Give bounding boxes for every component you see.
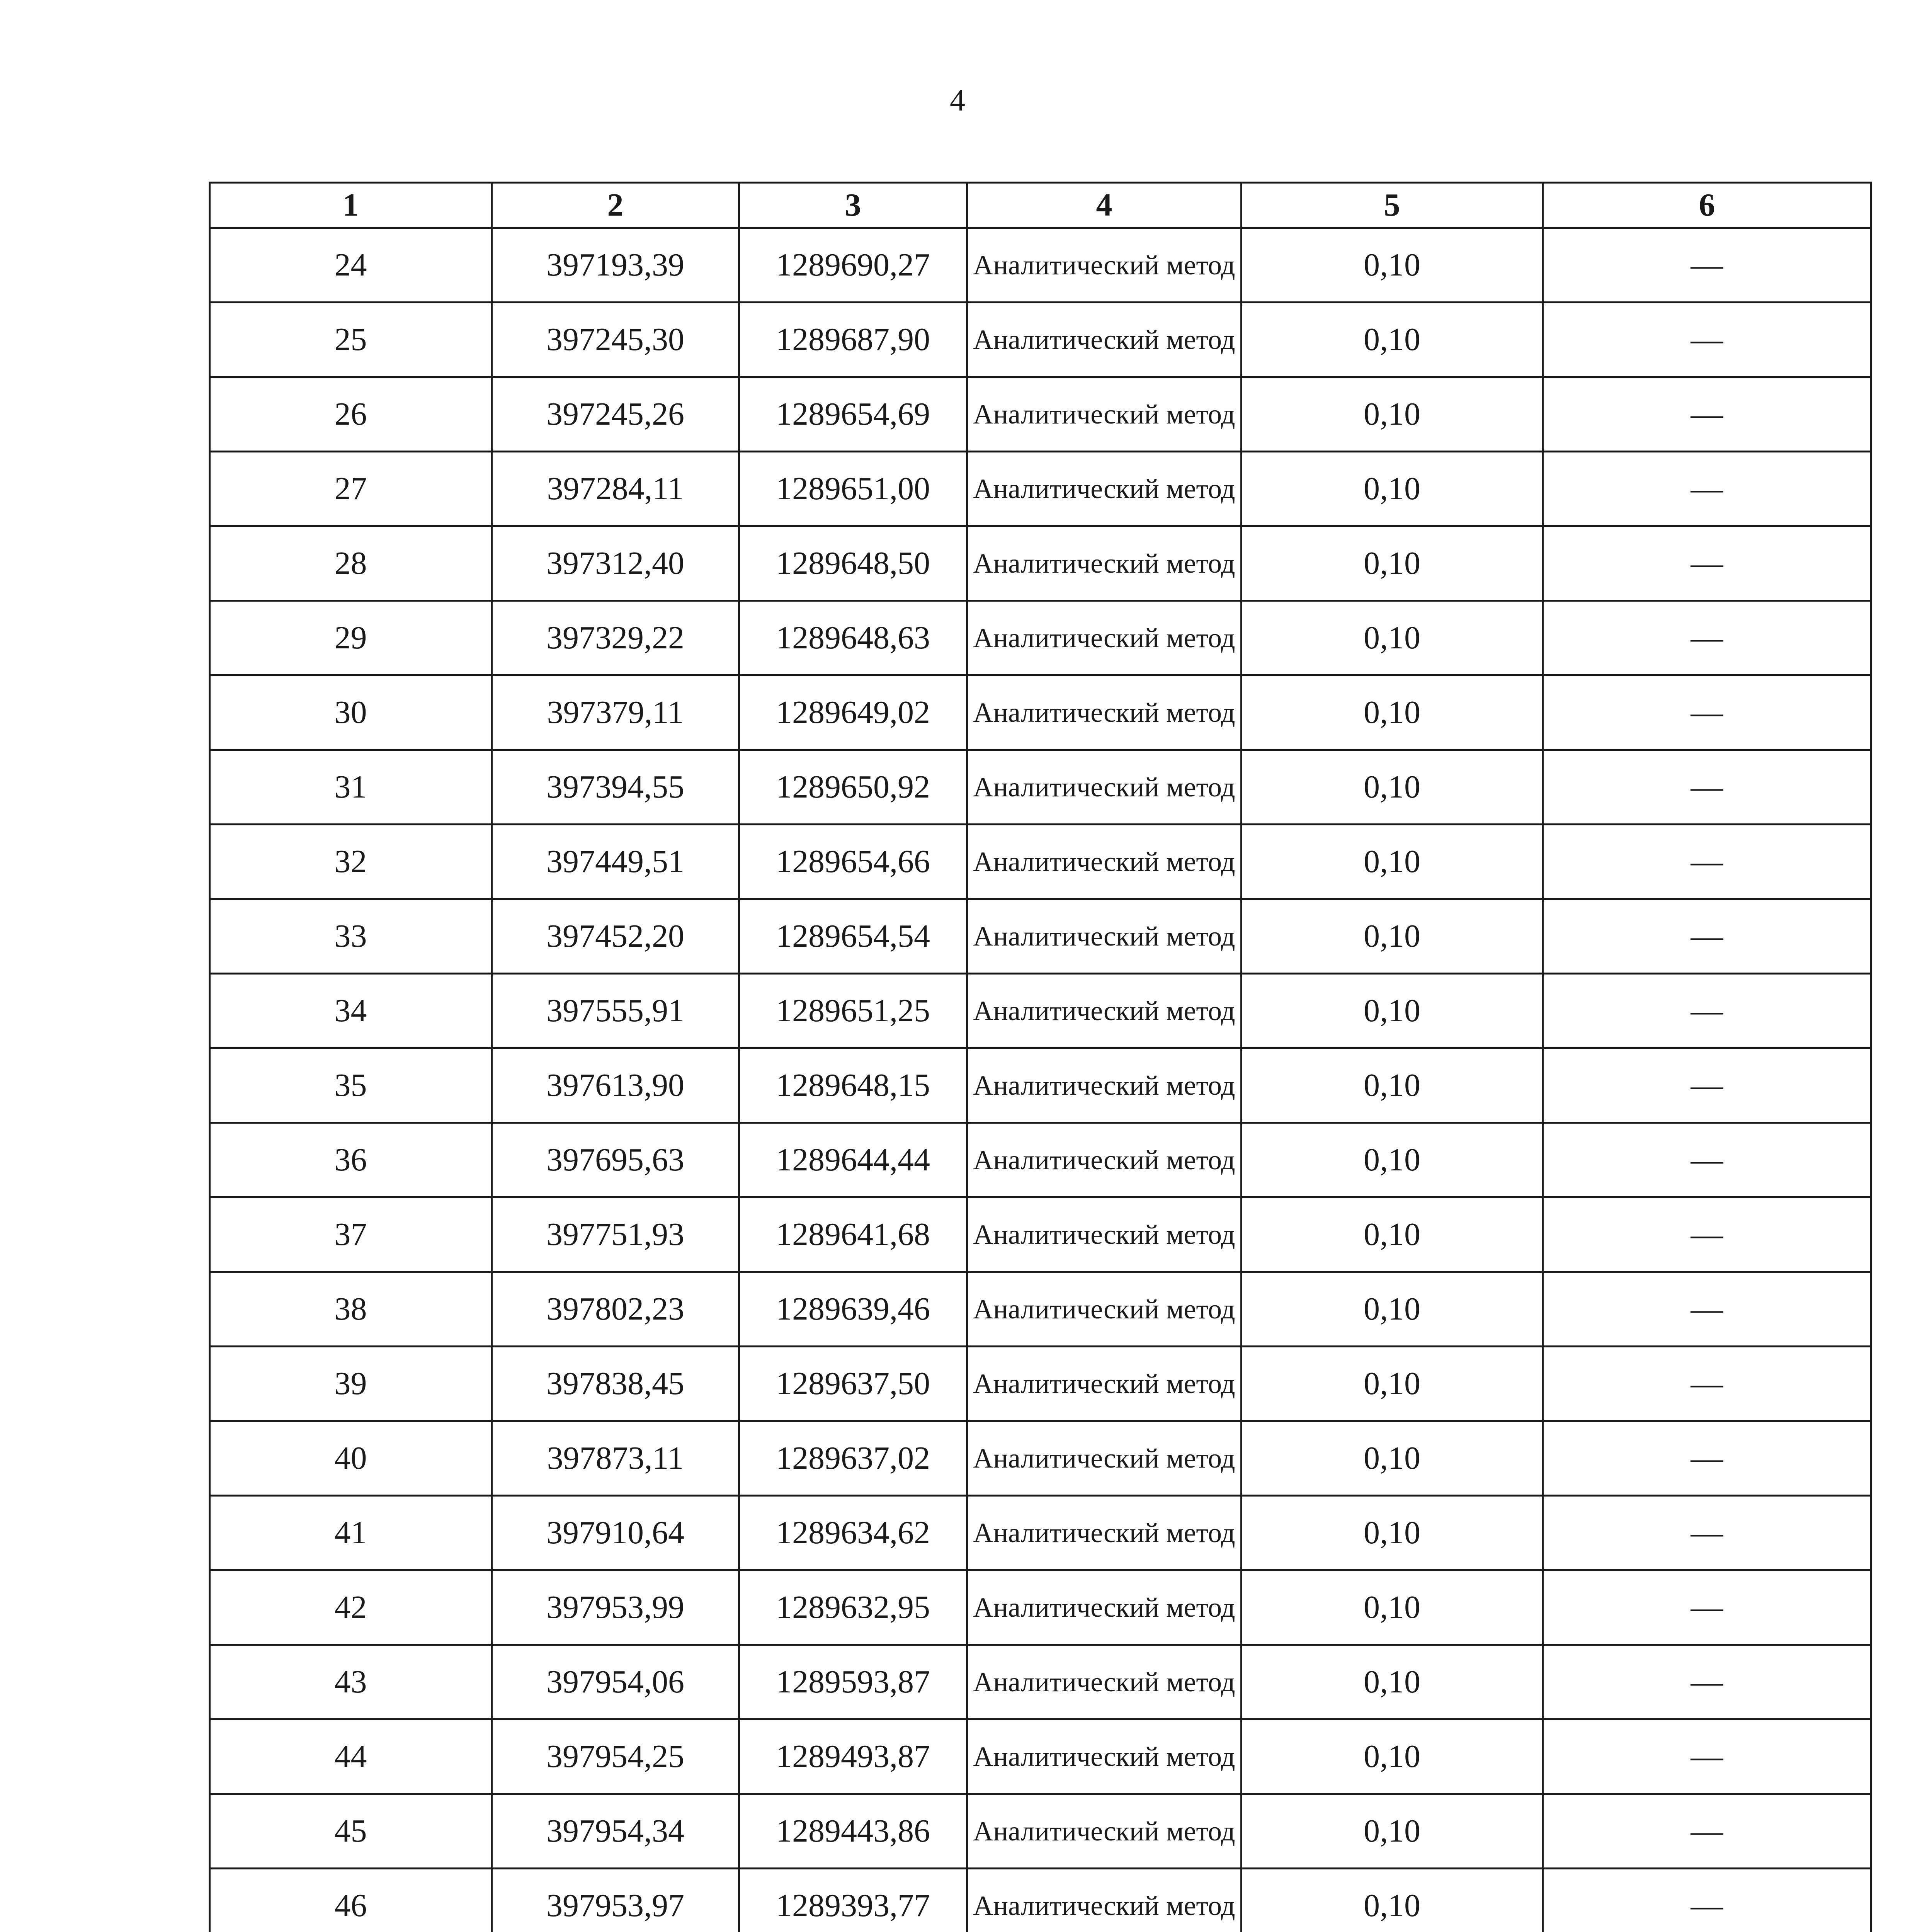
accuracy-cell: 0,10: [1242, 1794, 1543, 1869]
coord-x-cell: 397394,55: [492, 750, 739, 825]
point-number-cell: 43: [210, 1645, 492, 1719]
accuracy-cell: 0,10: [1242, 1272, 1543, 1347]
coord-y-cell: 1289651,00: [739, 452, 967, 526]
coordinates-table: [209, 182, 1872, 1932]
coord-y-cell: 1289650,92: [739, 750, 967, 825]
coord-x-cell: 397613,90: [492, 1048, 739, 1123]
accuracy-cell: 0,10: [1242, 825, 1543, 899]
coord-y-cell: 1289644,44: [739, 1123, 967, 1197]
accuracy-cell: 0,10: [1242, 675, 1543, 750]
note-cell: —: [1543, 750, 1871, 825]
coord-x-cell: 397695,63: [492, 1123, 739, 1197]
accuracy-cell: 0,10: [1242, 526, 1543, 601]
accuracy-cell: 0,10: [1242, 1048, 1543, 1123]
accuracy-cell: 0,10: [1242, 1869, 1543, 1932]
point-number-cell: 33: [210, 899, 492, 974]
coord-y-cell: 1289443,86: [739, 1794, 967, 1869]
header-col-2: 2: [492, 183, 739, 228]
coord-y-cell: 1289654,69: [739, 377, 967, 452]
note-cell: —: [1543, 1794, 1871, 1869]
method-cell: Аналитический метод: [967, 1570, 1242, 1645]
method-cell: Аналитический метод: [967, 825, 1242, 899]
accuracy-cell: 0,10: [1242, 1123, 1543, 1197]
coord-x-cell: 397802,23: [492, 1272, 739, 1347]
coord-x-cell: 397555,91: [492, 974, 739, 1048]
coord-y-cell: 1289639,46: [739, 1272, 967, 1347]
coord-x-cell: 397873,11: [492, 1421, 739, 1496]
coord-x-cell: 397245,30: [492, 303, 739, 377]
coord-x-cell: 397193,39: [492, 228, 739, 303]
table-row: [210, 377, 1871, 452]
coord-y-cell: 1289651,25: [739, 974, 967, 1048]
table-row: [210, 228, 1871, 303]
coord-y-cell: 1289649,02: [739, 675, 967, 750]
accuracy-cell: 0,10: [1242, 899, 1543, 974]
table-row: [210, 1197, 1871, 1272]
header-col-3: 3: [739, 183, 967, 228]
accuracy-cell: 0,10: [1242, 1645, 1543, 1719]
table-row: [210, 1645, 1871, 1719]
table-row: [210, 526, 1871, 601]
table-row: [210, 1347, 1871, 1421]
table-row: [210, 1719, 1871, 1794]
coord-y-cell: 1289641,68: [739, 1197, 967, 1272]
point-number-cell: 36: [210, 1123, 492, 1197]
accuracy-cell: 0,10: [1242, 1347, 1543, 1421]
coord-y-cell: 1289648,15: [739, 1048, 967, 1123]
coord-x-cell: 397245,26: [492, 377, 739, 452]
table-row: [210, 303, 1871, 377]
point-number-cell: 38: [210, 1272, 492, 1347]
method-cell: Аналитический метод: [967, 1197, 1242, 1272]
note-cell: —: [1543, 228, 1871, 303]
method-cell: Аналитический метод: [967, 228, 1242, 303]
note-cell: —: [1543, 899, 1871, 974]
coord-x-cell: 397751,93: [492, 1197, 739, 1272]
table-row: [210, 1869, 1871, 1932]
point-number-cell: 29: [210, 601, 492, 675]
accuracy-cell: 0,10: [1242, 1496, 1543, 1570]
coord-x-cell: 397910,64: [492, 1496, 739, 1570]
header-col-4: 4: [967, 183, 1242, 228]
table-header-row: [210, 183, 1871, 228]
accuracy-cell: 0,10: [1242, 1421, 1543, 1496]
coord-y-cell: 1289648,50: [739, 526, 967, 601]
coord-y-cell: 1289637,50: [739, 1347, 967, 1421]
method-cell: Аналитический метод: [967, 1496, 1242, 1570]
method-cell: Аналитический метод: [967, 1794, 1242, 1869]
method-cell: Аналитический метод: [967, 1421, 1242, 1496]
point-number-cell: 24: [210, 228, 492, 303]
page-number: 4: [950, 83, 965, 117]
coord-x-cell: 397379,11: [492, 675, 739, 750]
table-row: [210, 1794, 1871, 1869]
method-cell: Аналитический метод: [967, 974, 1242, 1048]
coord-x-cell: 397329,22: [492, 601, 739, 675]
point-number-cell: 44: [210, 1719, 492, 1794]
coord-x-cell: 397954,25: [492, 1719, 739, 1794]
method-cell: Аналитический метод: [967, 1869, 1242, 1932]
header-col-6: 6: [1543, 183, 1871, 228]
accuracy-cell: 0,10: [1242, 750, 1543, 825]
method-cell: Аналитический метод: [967, 1645, 1242, 1719]
method-cell: Аналитический метод: [967, 601, 1242, 675]
header-col-1: 1: [210, 183, 492, 228]
note-cell: —: [1543, 1869, 1871, 1932]
coord-y-cell: 1289654,54: [739, 899, 967, 974]
method-cell: Аналитический метод: [967, 675, 1242, 750]
note-cell: —: [1543, 1197, 1871, 1272]
note-cell: —: [1543, 825, 1871, 899]
note-cell: —: [1543, 675, 1871, 750]
method-cell: Аналитический метод: [967, 452, 1242, 526]
note-cell: —: [1543, 377, 1871, 452]
table-row: [210, 899, 1871, 974]
note-cell: —: [1543, 1048, 1871, 1123]
accuracy-cell: 0,10: [1242, 228, 1543, 303]
point-number-cell: 37: [210, 1197, 492, 1272]
point-number-cell: 27: [210, 452, 492, 526]
accuracy-cell: 0,10: [1242, 1570, 1543, 1645]
note-cell: —: [1543, 452, 1871, 526]
coord-y-cell: 1289493,87: [739, 1719, 967, 1794]
table-row: [210, 675, 1871, 750]
note-cell: —: [1543, 974, 1871, 1048]
method-cell: Аналитический метод: [967, 377, 1242, 452]
coord-x-cell: 397312,40: [492, 526, 739, 601]
note-cell: —: [1543, 1347, 1871, 1421]
point-number-cell: 45: [210, 1794, 492, 1869]
accuracy-cell: 0,10: [1242, 303, 1543, 377]
point-number-cell: 26: [210, 377, 492, 452]
table-row: [210, 601, 1871, 675]
coord-y-cell: 1289393,77: [739, 1869, 967, 1932]
method-cell: Аналитический метод: [967, 1048, 1242, 1123]
accuracy-cell: 0,10: [1242, 1719, 1543, 1794]
coord-y-cell: 1289654,66: [739, 825, 967, 899]
coord-y-cell: 1289637,02: [739, 1421, 967, 1496]
table-row: [210, 1123, 1871, 1197]
note-cell: —: [1543, 526, 1871, 601]
point-number-cell: 40: [210, 1421, 492, 1496]
table-row: [210, 825, 1871, 899]
coord-x-cell: 397953,97: [492, 1869, 739, 1932]
point-number-cell: 25: [210, 303, 492, 377]
coord-x-cell: 397838,45: [492, 1347, 739, 1421]
table-row: [210, 1048, 1871, 1123]
point-number-cell: 34: [210, 974, 492, 1048]
accuracy-cell: 0,10: [1242, 452, 1543, 526]
table-row: [210, 974, 1871, 1048]
coord-x-cell: 397953,99: [492, 1570, 739, 1645]
method-cell: Аналитический метод: [967, 1347, 1242, 1421]
note-cell: —: [1543, 1645, 1871, 1719]
method-cell: Аналитический метод: [967, 303, 1242, 377]
coord-x-cell: 397449,51: [492, 825, 739, 899]
coord-x-cell: 397954,06: [492, 1645, 739, 1719]
method-cell: Аналитический метод: [967, 750, 1242, 825]
coord-y-cell: 1289632,95: [739, 1570, 967, 1645]
accuracy-cell: 0,10: [1242, 601, 1543, 675]
table-row: [210, 452, 1871, 526]
note-cell: —: [1543, 1570, 1871, 1645]
table-row: [210, 750, 1871, 825]
point-number-cell: 42: [210, 1570, 492, 1645]
point-number-cell: 32: [210, 825, 492, 899]
coord-x-cell: 397452,20: [492, 899, 739, 974]
note-cell: —: [1543, 601, 1871, 675]
method-cell: Аналитический метод: [967, 1272, 1242, 1347]
note-cell: —: [1543, 1272, 1871, 1347]
table-body: [210, 228, 1871, 1932]
point-number-cell: 39: [210, 1347, 492, 1421]
coord-y-cell: 1289690,27: [739, 228, 967, 303]
method-cell: Аналитический метод: [967, 526, 1242, 601]
point-number-cell: 30: [210, 675, 492, 750]
point-number-cell: 28: [210, 526, 492, 601]
note-cell: —: [1543, 303, 1871, 377]
method-cell: Аналитический метод: [967, 899, 1242, 974]
table-row: [210, 1496, 1871, 1570]
coord-y-cell: 1289593,87: [739, 1645, 967, 1719]
point-number-cell: 35: [210, 1048, 492, 1123]
note-cell: —: [1543, 1123, 1871, 1197]
coord-x-cell: 397284,11: [492, 452, 739, 526]
coord-y-cell: 1289634,62: [739, 1496, 967, 1570]
note-cell: —: [1543, 1719, 1871, 1794]
method-cell: Аналитический метод: [967, 1123, 1242, 1197]
accuracy-cell: 0,10: [1242, 974, 1543, 1048]
point-number-cell: 31: [210, 750, 492, 825]
table-row: [210, 1421, 1871, 1496]
method-cell: Аналитический метод: [967, 1719, 1242, 1794]
accuracy-cell: 0,10: [1242, 377, 1543, 452]
note-cell: —: [1543, 1496, 1871, 1570]
note-cell: —: [1543, 1421, 1871, 1496]
header-col-5: 5: [1242, 183, 1543, 228]
point-number-cell: 46: [210, 1869, 492, 1932]
accuracy-cell: 0,10: [1242, 1197, 1543, 1272]
coord-y-cell: 1289648,63: [739, 601, 967, 675]
table-row: [210, 1272, 1871, 1347]
point-number-cell: 41: [210, 1496, 492, 1570]
coord-y-cell: 1289687,90: [739, 303, 967, 377]
coord-x-cell: 397954,34: [492, 1794, 739, 1869]
table-row: [210, 1570, 1871, 1645]
